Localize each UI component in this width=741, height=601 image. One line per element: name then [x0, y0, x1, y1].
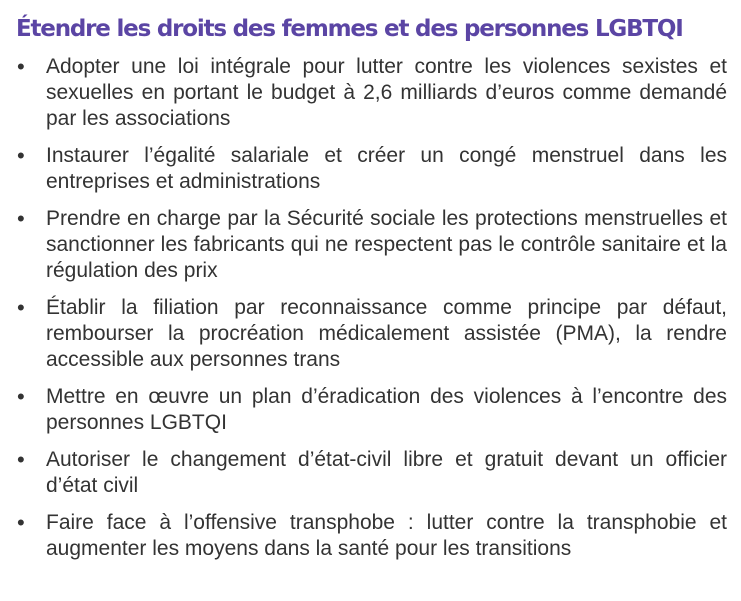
bullet-icon: •	[17, 54, 25, 79]
list-item-text: Autoriser le changement d’état-civil libre et gratuit devant un officier d’état civil	[46, 448, 727, 497]
list-item-text: Instaurer l’égalité salariale et créer un congé menstruel dans les entreprises et administrations	[46, 144, 727, 193]
list-item	[16, 206, 727, 284]
list-item-text: Mettre en œuvre un plan d’éradication des violences à l’encontre des personnes LGBTQI	[46, 385, 727, 434]
list-item	[16, 143, 727, 195]
list-item-text: Adopter une loi intégrale pour lutter contre les violences sexistes et sexuelles en portant le budget à 2,6 milliards d’euros comme demandé par les associations	[46, 55, 727, 130]
bullet-icon: •	[17, 206, 25, 231]
list-item	[16, 295, 727, 373]
bullet-icon: •	[17, 295, 25, 320]
list-item-text: Faire face à l’offensive transphobe : lutter contre la transphobie et augmenter les moyens dans la santé pour les transitions	[46, 511, 727, 560]
list-item-text: Prendre en charge par la Sécurité sociale les protections menstruelles et sanctionner les fabricants qui ne respectent pas le contrôle sanitaire et la régulation des prix	[46, 207, 727, 282]
list-item-text: Établir la filiation par reconnaissance comme principe par défaut, rembourser la procréation médicalement assistée (PMA), la rendre accessible aux personnes trans	[46, 296, 727, 371]
list-item	[16, 510, 727, 562]
bullet-icon: •	[17, 384, 25, 409]
section-heading: Étendre les droits des femmes et des personnes LGBTQI	[16, 16, 683, 42]
bullet-icon: •	[17, 510, 25, 535]
list-item	[16, 384, 727, 436]
list-item	[16, 447, 727, 499]
rights-list	[16, 54, 727, 562]
list-item	[16, 54, 727, 132]
bullet-icon: •	[17, 143, 25, 168]
bullet-icon: •	[17, 447, 25, 472]
